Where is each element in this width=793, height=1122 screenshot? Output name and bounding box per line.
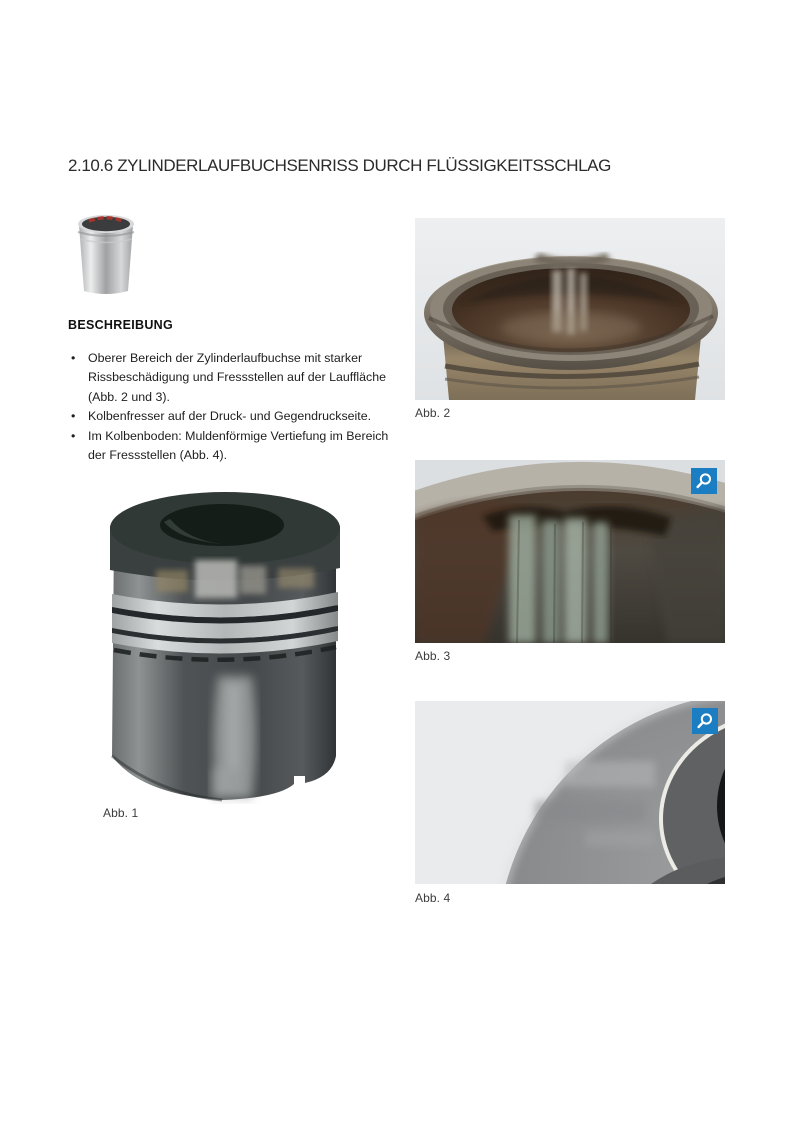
figure-2 — [415, 218, 725, 420]
description-bullet-1: • Oberer Bereich der Zylinderlaufbuchse mit starker Rissbeschädigung und Fressstellen auf der Lauffläche (Abb. 2 und 3). — [68, 349, 406, 407]
figure-4-photo[interactable] — [415, 701, 725, 884]
figure-2-photo — [415, 218, 725, 400]
figure-4[interactable] — [415, 701, 725, 905]
figure-3[interactable] — [415, 460, 725, 663]
description-bullet-2: • Kolbenfresser auf der Druck- und Gegendruckseite. — [68, 407, 406, 426]
magnifier-icon — [695, 711, 715, 731]
figure-2-caption: Abb. 2 — [415, 406, 451, 420]
figure-3-caption: Abb. 3 — [415, 649, 451, 663]
figure-1 — [100, 478, 350, 820]
description-bullet-3: • Im Kolbenboden: Muldenförmige Vertiefung im Bereich der Fressstellen (Abb. 4). — [68, 427, 406, 466]
figure-1-photo — [100, 478, 350, 804]
figure-3-photo[interactable] — [415, 460, 725, 643]
zoom-button-figure-4[interactable] — [692, 708, 718, 734]
liner-thumbnail — [66, 209, 146, 295]
zoom-button-figure-3[interactable] — [691, 468, 717, 494]
figure-1-caption: Abb. 1 — [103, 806, 139, 820]
page-title: 2.10.6 ZYLINDERLAUFBUCHSENRISS DURCH FLÜSSIGKEITSSCHLAG — [68, 156, 611, 175]
magnifier-icon — [694, 471, 714, 491]
liner-thumbnail-image — [66, 209, 146, 295]
description-heading: BESCHREIBUNG — [68, 318, 173, 332]
description-list — [68, 349, 406, 465]
figure-4-caption: Abb. 4 — [415, 891, 451, 905]
